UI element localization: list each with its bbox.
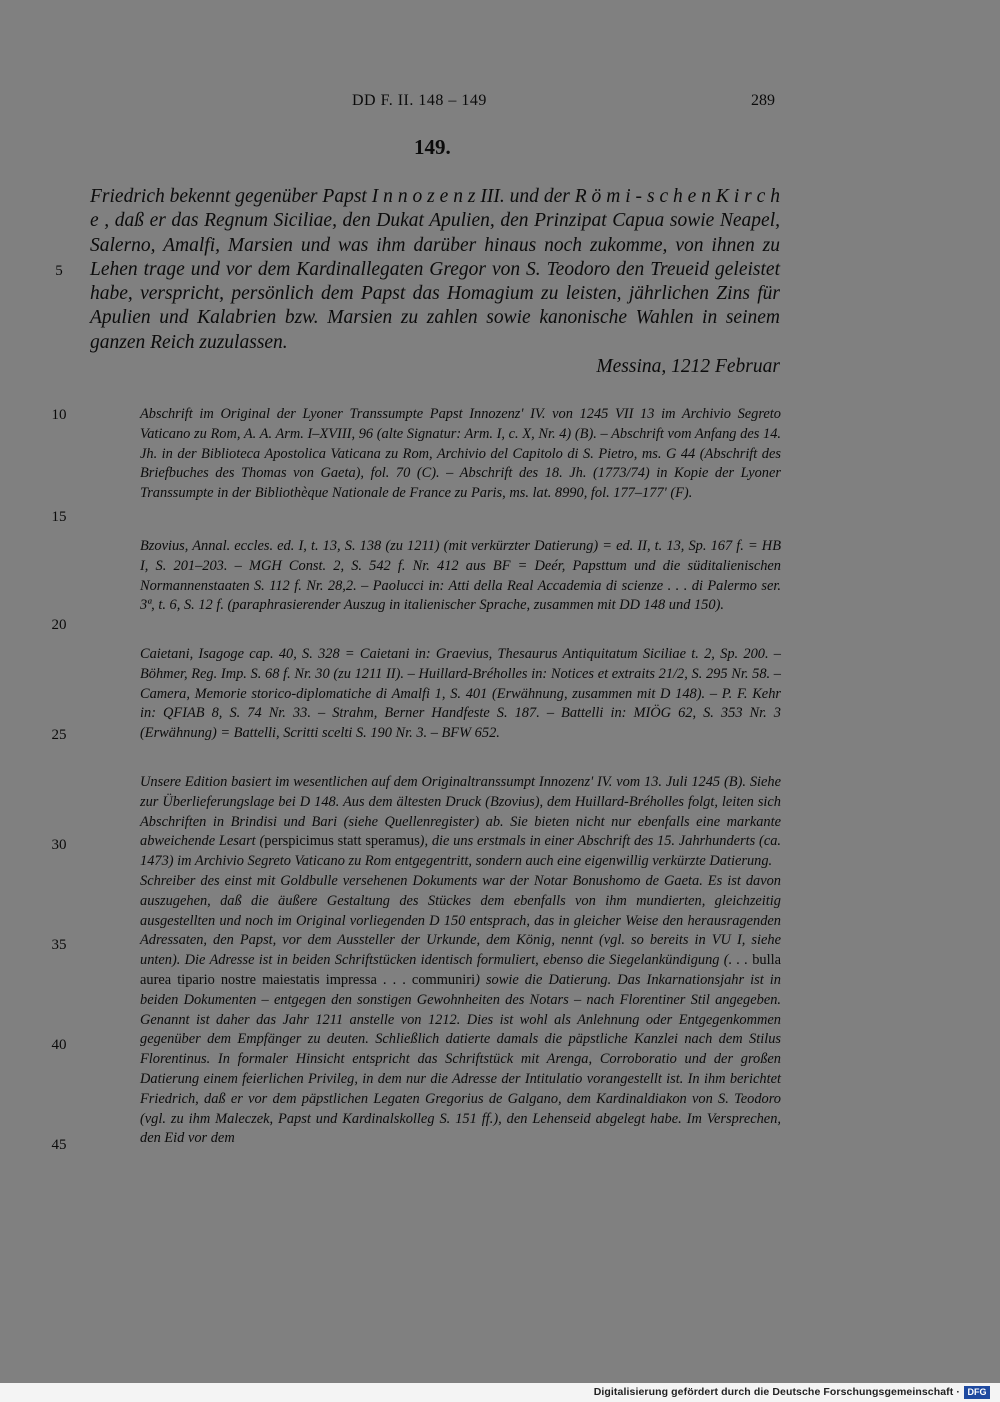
line-number: 40 bbox=[51, 1037, 67, 1053]
quoted-formula: bulla aurea tipario nostre maiestatis impressa . . . communiri bbox=[140, 952, 781, 988]
line-number: 15 bbox=[51, 509, 67, 525]
apparatus-literature: Caietani, Isagoge cap. 40, S. 328 = Caietani in: Graevius, Thesaurus Antiquitatum Siciliae t. 2, Sp. 200. – Böhmer, Reg. Imp. S. 68 f. Nr. 30 (zu 1211 II). – Huillard-Bréholles in: Notices et extraits 21/2, S. 295 Nr. 58. – Camera, Memorie storico-diplomatiche di Amalfi 1, S. 401 (Erwähnung, zusammen mit D 148). – P. F. Kehr in: QFIAB 8, S. 74 Nr. 33. – Strahm, Berner Handfeste S. 187. – Battelli in: MIÖG 62, S. 353 Nr. 3 (Erwähnung) = Battelli, Scritti scelti S. 190 Nr. 3. – BFW 652. bbox=[140, 646, 781, 742]
line-number: 30 bbox=[51, 837, 67, 853]
footer-bar bbox=[0, 1383, 1000, 1402]
line-number: 20 bbox=[51, 617, 67, 633]
regest-text: Friedrich bekennt gegenüber Papst I n n o z e n z III. und der R ö m i - s c h e n K i r c h e , daß er das Regnum Siciliae, den Dukat Apulien, den Prinzipat Capua sowie Neapel, Salerno, Amalfi, Marsien und was ihm darüber hinaus noch zukomme, von ihnen zu Lehen trage und vor dem Kardinallegaten Gregor von S. Teodoro den Treueid geleistet habe, verspricht, persönlich dem Papst das Homagium zu leisten, jährlichen Zins für Apulien und Kalabrien bzw. Marsien zu zahlen sowie kanonische Wahlen in seinem ganzen Reich zuzulassen. bbox=[90, 186, 780, 353]
regest bbox=[90, 185, 780, 379]
line-number: 25 bbox=[51, 727, 67, 743]
apparatus-commentary bbox=[140, 773, 781, 1149]
line-number: 5 bbox=[55, 263, 63, 279]
funding-notice: Digitalisierung gefördert durch die Deutsche Forschungsgemeinschaft · bbox=[593, 1386, 960, 1398]
apparatus-transmission: Abschrift im Original der Lyoner Transsumpte Papst Innozenz' IV. von 1245 VII 13 im Archivio Segreto Vaticano zu Rom, A. A. Arm. I–XVIII, 96 (alte Signatur: Arm. I, c. X, Nr. 4) (B). – Abschrift vom Anfang des 14. Jh. in der Biblioteca Apostolica Vaticana zu Rom, Archivio del Capitolo di S. Pietro, ms. G 44 (Abschrift des Briefbuches des Thomas von Gaeta), fol. 70 (C). – Abschrift des 18. Jh. (1773/74) in Kopie der Lyoner Transsumpte in der Bibliothèque Nationale de France zu Paris, ms. lat. 8990, fol. 177–177' (F). bbox=[140, 406, 781, 502]
running-header: DD F. II. 148 – 149 bbox=[352, 92, 487, 109]
line-number: 35 bbox=[51, 937, 67, 953]
line-number: 10 bbox=[51, 407, 67, 423]
line-number: 45 bbox=[51, 1137, 67, 1153]
regest-date: Messina, 1212 Februar bbox=[596, 356, 780, 378]
page-number: 289 bbox=[751, 92, 775, 109]
commentary-paragraph-1: Unsere Edition basiert im wesentlichen auf dem Originaltranssumpt Innozenz' IV. vom 13. Juli 1245 (B). Siehe zur Überlieferungslage bei D 148. Aus dem ältesten Druck (Bzovius), dem Huillard-Bréholles folgt, leiten sich Abschriften in Brindisi und Bari (siehe Quellenregister) ab. Sie bieten nicht nur ebenfalls eine markante abweichende Lesart (perspicimus statt speramus), die uns erstmals in einer Abschrift des 15. Jahrhunderts (ca. 1473) im Archivio Segreto Vaticano zu Rom entgegentritt, sondern auch eine eigenwillig verkürzte Datierung. bbox=[140, 774, 781, 870]
dfg-logo: DFG bbox=[964, 1386, 990, 1399]
apparatus-editions: Bzovius, Annal. eccles. ed. I, t. 13, S. 138 (zu 1211) (mit verkürzter Datierung) = ed. II, t. 13, Sp. 167 f. = HB I, S. 201–203. – MGH Const. 2, S. 542 f. Nr. 412 aus BF = Deér, Papsttum und die süditalienischen Normannenstaaten S. 112 f. Nr. 28,2. – Paolucci in: Atti della Real Accademia di scienze . . . di Palermo ser. 3ª, t. 6, S. 12 f. (paraphrasierender Auszug in italienischer Sprache, zusammen mit DD 148 und 150). bbox=[140, 538, 781, 614]
document-number: 149. bbox=[414, 135, 451, 159]
quoted-reading: perspicimus statt speramus bbox=[264, 833, 420, 850]
commentary-paragraph-2: Schreiber des einst mit Goldbulle versehenen Dokuments war der Notar Bonushomo de Gaeta. Es ist davon auszugehen, daß die äußere Gestaltung des Stückes dem ebenfalls von ihm mundierten, gleichzeitig ausgestellten und noch im Original vorliegenden D 150 entsprach, das in gleicher Weise den herausragenden Adressaten, den Papst, vor dem Aussteller der Urkunde, dem König, nennt (vgl. so bereits in VU I, siehe unten). Die Adresse ist in beiden Schriftstücken identisch formuliert, ebenso die Siegelankündigung (. . . bulla aurea tipario nostre maiestatis impressa . . . communiri) sowie die Datierung. Das Inkarnationsjahr ist in beiden Dokumenten – entgegen den sonstigen Gewohnheiten des Notars – nach Florentiner Stil angegeben. Genannt ist daher das Jahr 1211 anstelle von 1212. Dies ist wohl als Anlehnung oder Entgegenkommen gegenüber dem Empfänger zu deuten. Schließlich datierte damals die päpstliche Kanzlei nach dem Stilus Florentinus. In formaler Hinsicht entspricht das Schriftstück mit Arenga, Corroboratio und der großen Datierung einem feierlichen Privileg, in dem nur die Adresse der Intitulatio vorangestellt ist. In ihm berichtet Friedrich, daß er vor dem päpstlichen Legaten Gregorius de Galgano, dem Kardinaldiakon von S. Teodoro (vgl. zu ihm Maleczek, Papst und Kardinalskolleg S. 151 ff.), den Lehenseid abgelegt habe. Im Versprechen, den Eid vor dem bbox=[140, 872, 782, 1147]
